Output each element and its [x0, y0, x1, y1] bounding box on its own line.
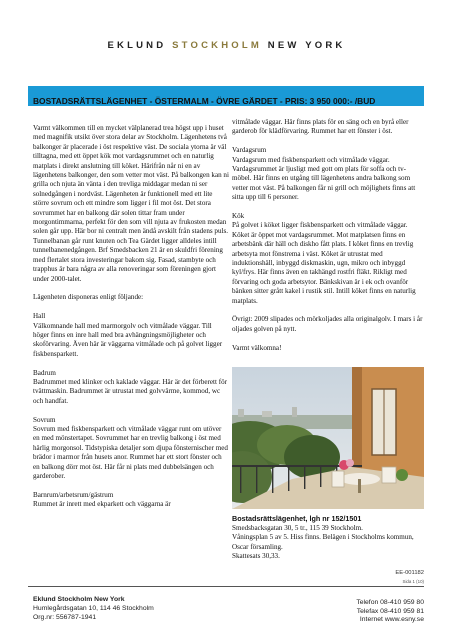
reference-number: EE-001182: [395, 570, 424, 576]
workroom-heading: Barnrum/arbetsrum/gästrum: [33, 490, 114, 499]
company-logo: [0, 40, 453, 51]
footer-fax: Telefax 08-410 959 81: [356, 607, 424, 615]
floor-line: Våningsplan 5 av 5. Hiss finns. Belägen i Stockholms kommun, Oscar församling.: [232, 533, 414, 551]
balcony-photo: [232, 367, 424, 509]
page-number: Sida 1 (10): [402, 579, 424, 584]
hall-heading: Hall: [33, 312, 46, 321]
property-details: [232, 524, 424, 562]
logo-part-1: EKLUND: [107, 40, 173, 51]
footer-org: Org.nr: 556787-1941: [33, 614, 97, 621]
footer-web: Internet www.esny.se: [359, 616, 424, 623]
logo-part-3: NEW YORK: [261, 40, 346, 51]
intro-paragraph: Varmt välkommen till en mycket välplanerad trea högst upp i huset med magnifik utsikt över stora delar av Stockholm. Lägenhetens två balkonger är placerade i öst respektive väst. De sociala ytorna är väl tilltagna, med ett öppet kök mot vardagsrummet och en naturlig matplats i direkt anslutning till köket. Härifrån når ni en av lägenhetens balkonger, den som vetter mot väst. På balkongen kan ni grilla och njuta än vänta i den trevliga middagar medan ni ser solnedgången i nordväst. Lägenheten är funktionell med ett lite större sovrum och ett mindre som ligger i fil mot öst. Det stora sovrummet har en balkong där solen tittar fram under morgontimmarna, perfekt för den som vill njuta av frukosten medan solen går upp. Här bor ni centralt men ändå avskilt från stadens puls. Tunnelbanan går runt knuten och Tea Gärdet ligger alldeles intill tunnelbanenedgången. Brf Smedsbacken 21 är en skuldfri förening med flertalet stora investeringar bakom sig. Fasad, stambyte och trapphus är bara några av alla renoveringar som föreningen gjort under 2000-talet.: [33, 124, 229, 283]
footer-address: [33, 595, 154, 622]
address-line: Smedsbacksgatan 30, 5 tr., 115 39 Stockholm.: [232, 524, 363, 532]
tax-line: Skattesats 30,33.: [232, 552, 280, 561]
kitchen-text: På golvet i köket ligger fiskbensparkett och vitmålade väggar. Köket är öppet mot vardagsrummet. Mot matplatsen finns en arbetsbänk där häll och diskho fått plats. I köket finns en trevlig arbetsyta mot fönstrema i väst. Köket är utrustat med induktionshäll, inbyggd diskmaskin, ugn, mikro och inbyggd kyl/frys. Här finns även en takhängd rostfri fläkt. Rikligt med förvaring och goda arbetsytor. Bänkskivan är i ek och ovanför bänken sitter grått kakel i rustik stil. Intill köket finns en naturlig matplats.: [232, 221, 416, 305]
logo-part-2: STOCKHOLM: [172, 40, 262, 51]
bedroom-heading: Sovrum: [33, 415, 56, 424]
footer-phone: Telefon 08-410 959 80: [356, 599, 424, 606]
right-column: [232, 118, 424, 362]
bath-text: Badrummet med klinker och kaklade väggar. Här är det förberett för tvättmaskin. Badrummet är utrustat med golvvärme, kommod, wc och handfat.: [33, 377, 228, 405]
workroom-continued: vitmålade väggar. Här finns plats för en säng och en byrå eller garderob för klädförvaring. Rummet har ett fönster i öst.: [232, 118, 409, 136]
footer-company: Eklund Stockholm New York: [33, 596, 125, 603]
bedroom-text: Sovrum med fiskbensparkett och vitmålade väggar runt om utöver en med mönstertapet. Sovrummet har en trevlig balkong i öst med härlig morgonsol. Tidstypiska detaljer som djupa fönsternischer med brädor i marmor från husets anor. Rummet har ett stort fönster och en balkong dörr mot öst. Här får ni plats med dubbelsängen och garderober.: [33, 424, 228, 480]
bath-heading: Badrum: [33, 368, 56, 377]
kitchen-heading: Kök: [232, 212, 245, 221]
listing-title: BOSTADSRÄTTSLÄGENHET - ÖSTERMALM - ÖVRE GÄRDET - PRIS: 3 950 000:- /BUD: [33, 96, 376, 106]
left-column: [33, 124, 229, 510]
living-heading: Vardagsrum: [232, 146, 267, 155]
caption-title: Bostadsrättslägenhet, lgh nr 152/1501: [232, 514, 362, 523]
hall-text: Välkomnande hall med marmorgolv och vitmålade väggar. Till höger finns en inre hall med bra avhängningsmöjligheter och skoförvaring. Även här är väggarna vitmålade och på golvet ligger fiskbensparkett.: [33, 321, 223, 358]
footer-divider: [28, 586, 424, 587]
footer-street: Humlegårdsgatan 10, 114 46 Stockholm: [33, 605, 154, 612]
footer-contact: [356, 599, 424, 625]
other-text: Övrigt: 2009 slipades och mörkoljades alla originalgolv. I mars i år oljades golven på nytt.: [232, 315, 423, 333]
layout-intro: Lägenheten disponeras enligt följande:: [33, 293, 144, 302]
living-text: Vardagsrum med fiskbensparkett och vitmålade väggar. Vardagsrummet är ljusligt med gott om plats för soffa och tv-möbel. Här finns en utgång till lägenhetens andra balkong som vetter mot väst. På balkongen får ni grill och möjlighets finns att sitta upp till 6 personer.: [232, 155, 416, 202]
workroom-text: Rummet är inrett med ekparkett och väggarna är: [33, 500, 171, 509]
welcome-text: Varmt välkomna!: [232, 343, 282, 352]
